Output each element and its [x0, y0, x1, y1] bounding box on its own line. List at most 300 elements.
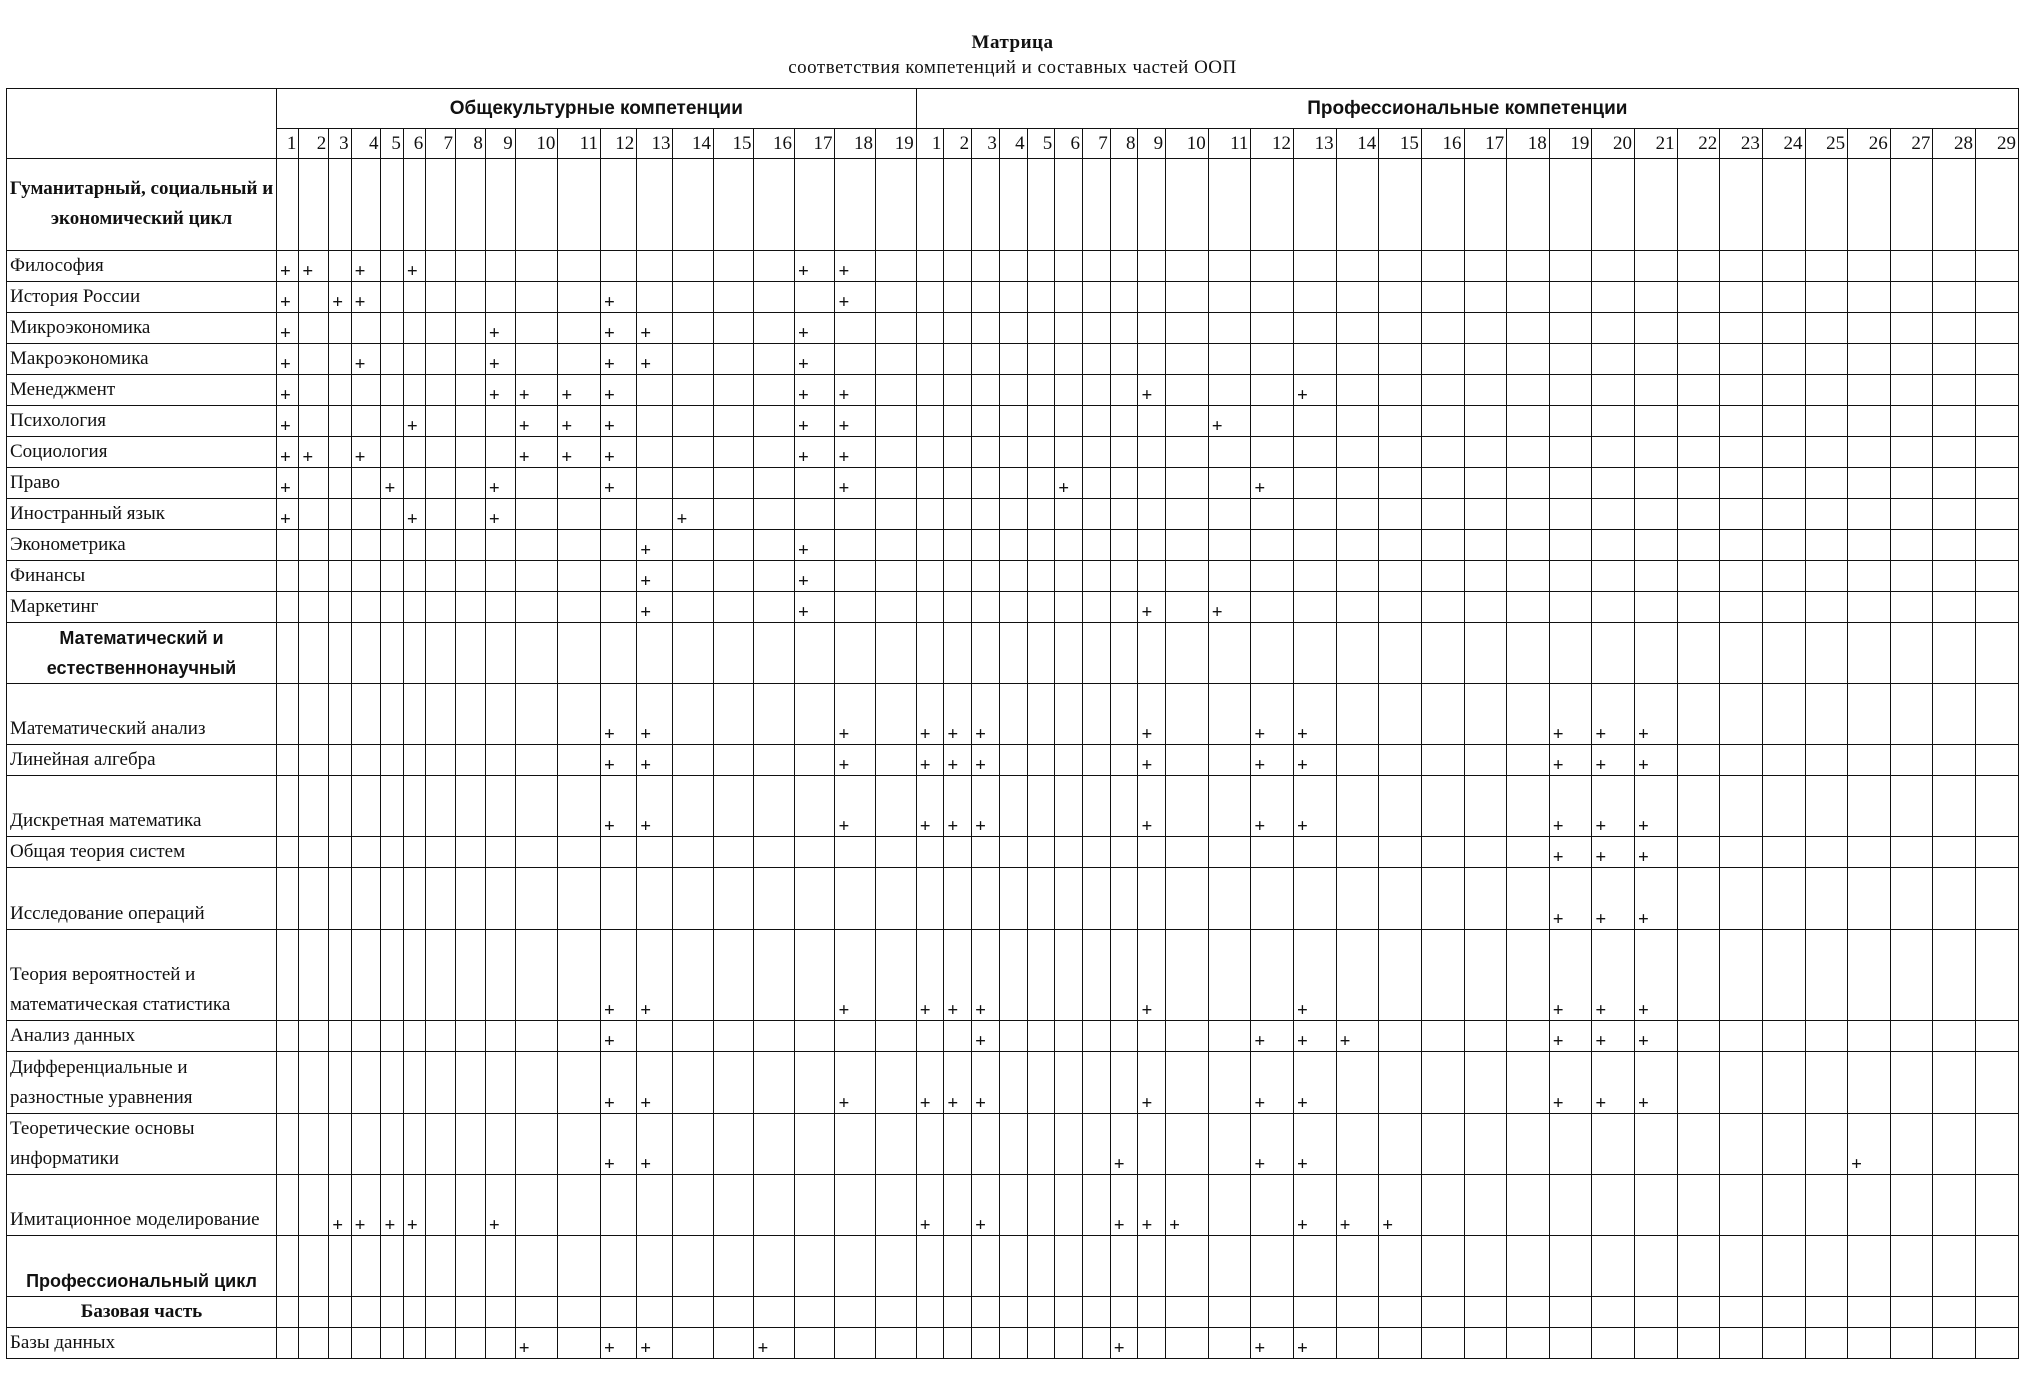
- ok-cell: [299, 868, 329, 929]
- corner-cell: [7, 89, 277, 159]
- pk-cell: [1720, 159, 1763, 251]
- pk-cell: [1592, 159, 1635, 251]
- ok-cell: [637, 250, 673, 281]
- pk-cell: [999, 1052, 1027, 1113]
- pk-cell: +: [1379, 1174, 1422, 1235]
- pk-cell: [1336, 1052, 1379, 1113]
- pk-cell: [1805, 745, 1848, 776]
- pk-cell: [1294, 159, 1337, 251]
- ok-cell: [351, 929, 381, 1021]
- ok-cell: [381, 776, 403, 837]
- ok-cell: +: [485, 498, 515, 529]
- pk-cell: +: [1138, 683, 1166, 744]
- ok-cell: [515, 312, 558, 343]
- pk-cell: [1336, 868, 1379, 929]
- pk-cell: [1336, 929, 1379, 1021]
- ok-cell: [515, 467, 558, 498]
- ok-cell: [515, 1235, 558, 1296]
- pk-cell: [1166, 622, 1209, 683]
- pk-cell: [1592, 498, 1635, 529]
- ok-cell: [713, 436, 754, 467]
- pk-cell: +: [972, 683, 1000, 744]
- ok-cell: [515, 343, 558, 374]
- ok-cell: [456, 1052, 486, 1113]
- ok-cell: [515, 529, 558, 560]
- pk-cell: [1379, 591, 1422, 622]
- pk-cell: [1138, 405, 1166, 436]
- pk-cell: [944, 1235, 972, 1296]
- ok-cell: [875, 374, 916, 405]
- pk-cell: [999, 467, 1027, 498]
- pk-cell: [1933, 498, 1976, 529]
- pk-cell: [1083, 436, 1111, 467]
- table-row: [7, 591, 2019, 622]
- pk-cell: +: [1110, 1113, 1138, 1174]
- pk-cell: [1336, 159, 1379, 251]
- pk-cell: [1677, 498, 1720, 529]
- ok-cell: [558, 343, 601, 374]
- ok-cell: [403, 1052, 425, 1113]
- pk-cell: [999, 622, 1027, 683]
- ok-cell: [277, 1235, 299, 1296]
- ok-cell: +: [381, 1174, 403, 1235]
- ok-cell: [673, 745, 714, 776]
- pk-cell: [1027, 436, 1055, 467]
- pk-cell: +: [1549, 1021, 1592, 1052]
- pk-cell: [1336, 436, 1379, 467]
- pk-cell: [916, 467, 944, 498]
- pk-cell: [1027, 1235, 1055, 1296]
- ok-cell: [426, 436, 456, 467]
- pk-cell: [1055, 1113, 1083, 1174]
- pk-cell: [1138, 159, 1166, 251]
- pk-cell: +: [1635, 929, 1678, 1021]
- ok-cell: [299, 1235, 329, 1296]
- ok-cell: [426, 1235, 456, 1296]
- pk-cell: [1055, 868, 1083, 929]
- pk-cell: [1549, 374, 1592, 405]
- ok-cell: [329, 1052, 351, 1113]
- pk-cell: [1294, 529, 1337, 560]
- pk-column-number: 29: [1976, 129, 2019, 159]
- pk-cell: [1762, 405, 1805, 436]
- pk-cell: [1507, 374, 1550, 405]
- ok-cell: +: [600, 281, 636, 312]
- ok-cell: [673, 405, 714, 436]
- pk-cell: [1379, 683, 1422, 744]
- pk-cell: [1027, 837, 1055, 868]
- pk-cell: [1933, 929, 1976, 1021]
- ok-cell: [835, 591, 876, 622]
- ok-cell: [381, 281, 403, 312]
- ok-cell: [403, 745, 425, 776]
- pk-cell: [1294, 868, 1337, 929]
- pk-cell: [1720, 929, 1763, 1021]
- pk-cell: [1251, 159, 1294, 251]
- pk-cell: [1421, 1021, 1464, 1052]
- pk-cell: [1294, 436, 1337, 467]
- pk-cell: [1421, 374, 1464, 405]
- ok-cell: [673, 159, 714, 251]
- ok-column-number: 2: [299, 129, 329, 159]
- pk-cell: [1507, 312, 1550, 343]
- pk-cell: [1635, 281, 1678, 312]
- pk-cell: +: [1336, 1174, 1379, 1235]
- ok-cell: [713, 868, 754, 929]
- pk-cell: [1110, 745, 1138, 776]
- pk-cell: [972, 281, 1000, 312]
- ok-cell: [381, 560, 403, 591]
- pk-cell: [1890, 683, 1933, 744]
- pk-cell: +: [1138, 1174, 1166, 1235]
- pk-cell: [1635, 1328, 1678, 1359]
- ok-cell: [515, 837, 558, 868]
- ok-cell: [713, 467, 754, 498]
- pk-cell: [1976, 560, 2019, 591]
- pk-cell: [1208, 159, 1251, 251]
- ok-cell: [515, 159, 558, 251]
- ok-cell: [426, 745, 456, 776]
- ok-cell: [713, 374, 754, 405]
- pk-cell: +: [944, 929, 972, 1021]
- pk-cell: +: [972, 1052, 1000, 1113]
- ok-cell: [403, 591, 425, 622]
- ok-cell: [299, 405, 329, 436]
- pk-cell: [1208, 250, 1251, 281]
- ok-cell: [875, 1297, 916, 1328]
- ok-cell: +: [835, 776, 876, 837]
- ok-cell: [329, 560, 351, 591]
- pk-cell: [1055, 250, 1083, 281]
- ok-cell: [329, 467, 351, 498]
- ok-column-number: 18: [835, 129, 876, 159]
- ok-cell: [754, 929, 795, 1021]
- ok-cell: [794, 1021, 835, 1052]
- pk-cell: [999, 837, 1027, 868]
- ok-cell: [485, 591, 515, 622]
- ok-cell: [381, 622, 403, 683]
- ok-column-number: 14: [673, 129, 714, 159]
- pk-cell: [916, 343, 944, 374]
- pk-column-number: 1: [916, 129, 944, 159]
- ok-cell: +: [835, 250, 876, 281]
- ok-cell: [794, 868, 835, 929]
- pk-cell: [1677, 281, 1720, 312]
- ok-cell: +: [515, 1328, 558, 1359]
- ok-cell: [713, 159, 754, 251]
- pk-cell: [1507, 467, 1550, 498]
- pk-cell: [1083, 745, 1111, 776]
- pk-cell: [1083, 560, 1111, 591]
- table-row: [7, 312, 2019, 343]
- pk-cell: [1110, 159, 1138, 251]
- pk-cell: [1507, 776, 1550, 837]
- pk-cell: [1890, 374, 1933, 405]
- pk-cell: [1720, 837, 1763, 868]
- ok-cell: [381, 498, 403, 529]
- pk-cell: [1592, 405, 1635, 436]
- pk-cell: [1762, 683, 1805, 744]
- pk-cell: [1507, 159, 1550, 251]
- pk-cell: [1464, 868, 1507, 929]
- pk-cell: [1805, 1297, 1848, 1328]
- pk-cell: [1464, 745, 1507, 776]
- pk-cell: [1055, 343, 1083, 374]
- pk-cell: [1166, 529, 1209, 560]
- discipline-name: Менеджмент: [7, 374, 277, 405]
- pk-cell: [1677, 343, 1720, 374]
- pk-cell: [944, 467, 972, 498]
- pk-column-number: 18: [1507, 129, 1550, 159]
- ok-cell: [600, 868, 636, 929]
- discipline-name: Макроэкономика: [7, 343, 277, 374]
- ok-cell: +: [794, 405, 835, 436]
- ok-cell: [329, 374, 351, 405]
- pk-cell: [1027, 467, 1055, 498]
- pk-cell: [916, 405, 944, 436]
- ok-cell: [673, 281, 714, 312]
- pk-cell: [916, 374, 944, 405]
- pk-cell: [1549, 159, 1592, 251]
- pk-cell: +: [1635, 837, 1678, 868]
- pk-cell: [999, 560, 1027, 591]
- ok-cell: [456, 929, 486, 1021]
- pk-cell: [1890, 343, 1933, 374]
- ok-cell: [558, 281, 601, 312]
- pk-cell: [1976, 374, 2019, 405]
- pk-cell: [1635, 159, 1678, 251]
- pk-cell: [1336, 467, 1379, 498]
- pk-cell: [1848, 312, 1891, 343]
- ok-cell: [277, 1297, 299, 1328]
- ok-cell: [277, 622, 299, 683]
- pk-cell: [999, 776, 1027, 837]
- ok-cell: [426, 529, 456, 560]
- ok-cell: [515, 498, 558, 529]
- ok-cell: [754, 529, 795, 560]
- ok-cell: [558, 1021, 601, 1052]
- pk-cell: [1805, 1052, 1848, 1113]
- ok-cell: +: [637, 529, 673, 560]
- ok-cell: [515, 868, 558, 929]
- pk-cell: [944, 1297, 972, 1328]
- pk-cell: [1421, 560, 1464, 591]
- pk-cell: [1549, 1235, 1592, 1296]
- pk-cell: [1805, 529, 1848, 560]
- ok-cell: [426, 560, 456, 591]
- ok-cell: [351, 1052, 381, 1113]
- pk-cell: [1464, 1328, 1507, 1359]
- pk-cell: [1294, 837, 1337, 868]
- ok-cell: [403, 1235, 425, 1296]
- ok-cell: [673, 622, 714, 683]
- ok-cell: +: [403, 250, 425, 281]
- pk-cell: [1110, 467, 1138, 498]
- ok-cell: [835, 622, 876, 683]
- pk-cell: [916, 1235, 944, 1296]
- ok-cell: [329, 312, 351, 343]
- ok-cell: [835, 1113, 876, 1174]
- pk-cell: [1208, 683, 1251, 744]
- pk-cell: [1848, 405, 1891, 436]
- ok-cell: [637, 374, 673, 405]
- ok-cell: [515, 776, 558, 837]
- ok-cell: [558, 312, 601, 343]
- pk-cell: +: [1294, 1052, 1337, 1113]
- pk-cell: [1166, 591, 1209, 622]
- ok-cell: [381, 405, 403, 436]
- ok-cell: [713, 745, 754, 776]
- ok-cell: [426, 591, 456, 622]
- pk-cell: [1208, 745, 1251, 776]
- pk-column-number: 9: [1138, 129, 1166, 159]
- pk-cell: [1166, 1297, 1209, 1328]
- pk-cell: [1110, 868, 1138, 929]
- ok-cell: [381, 159, 403, 251]
- pk-cell: [1890, 560, 1933, 591]
- ok-cell: [558, 1174, 601, 1235]
- pk-cell: +: [1251, 1328, 1294, 1359]
- pk-cell: [944, 1113, 972, 1174]
- ok-cell: [381, 683, 403, 744]
- pk-cell: [1166, 498, 1209, 529]
- ok-cell: [515, 622, 558, 683]
- pk-cell: +: [1549, 745, 1592, 776]
- ok-cell: [835, 560, 876, 591]
- ok-cell: +: [794, 250, 835, 281]
- pk-cell: [1507, 837, 1550, 868]
- pk-cell: [1083, 374, 1111, 405]
- pk-cell: [1055, 622, 1083, 683]
- ok-cell: [754, 1297, 795, 1328]
- pk-cell: [1762, 374, 1805, 405]
- discipline-name: Эконометрика: [7, 529, 277, 560]
- pk-cell: [1083, 591, 1111, 622]
- ok-cell: [277, 929, 299, 1021]
- pk-cell: [1379, 436, 1422, 467]
- ok-cell: [403, 868, 425, 929]
- ok-cell: [515, 1021, 558, 1052]
- pk-cell: [1635, 560, 1678, 591]
- ok-cell: [277, 837, 299, 868]
- pk-cell: [1464, 622, 1507, 683]
- pk-cell: [1138, 1297, 1166, 1328]
- table-row: [7, 1235, 2019, 1296]
- pk-cell: [1027, 405, 1055, 436]
- pk-cell: [972, 467, 1000, 498]
- ok-cell: [600, 837, 636, 868]
- ok-cell: [794, 498, 835, 529]
- pk-cell: [1976, 868, 2019, 929]
- ok-column-number: 12: [600, 129, 636, 159]
- ok-cell: [403, 1328, 425, 1359]
- ok-cell: +: [351, 343, 381, 374]
- ok-cell: [456, 281, 486, 312]
- pk-cell: [1251, 529, 1294, 560]
- competency-matrix: [6, 88, 2019, 1359]
- ok-cell: [299, 837, 329, 868]
- pk-cell: [1848, 1174, 1891, 1235]
- ok-cell: [673, 1174, 714, 1235]
- pk-cell: [1592, 1297, 1635, 1328]
- ok-cell: [381, 374, 403, 405]
- ok-cell: [794, 683, 835, 744]
- pk-cell: [1208, 622, 1251, 683]
- ok-cell: +: [637, 1328, 673, 1359]
- pk-cell: +: [1138, 745, 1166, 776]
- pk-cell: [1890, 837, 1933, 868]
- pk-cell: [1464, 405, 1507, 436]
- pk-cell: [1762, 467, 1805, 498]
- pk-column-number: 2: [944, 129, 972, 159]
- pk-cell: [1110, 683, 1138, 744]
- ok-cell: [329, 436, 351, 467]
- pk-cell: [1208, 1113, 1251, 1174]
- ok-cell: [456, 622, 486, 683]
- ok-cell: [713, 929, 754, 1021]
- ok-cell: [835, 343, 876, 374]
- ok-cell: [485, 560, 515, 591]
- pk-cell: [1976, 776, 2019, 837]
- pk-cell: [1464, 1235, 1507, 1296]
- ok-cell: [754, 1021, 795, 1052]
- pk-cell: [1635, 1235, 1678, 1296]
- pk-cell: [1933, 281, 1976, 312]
- ok-cell: [515, 281, 558, 312]
- pk-cell: [1976, 1235, 2019, 1296]
- pk-cell: [1166, 1021, 1209, 1052]
- ok-cell: [403, 436, 425, 467]
- pk-cell: [1464, 529, 1507, 560]
- ok-cell: [875, 1328, 916, 1359]
- pk-cell: [1055, 1297, 1083, 1328]
- pk-cell: [1251, 250, 1294, 281]
- pk-cell: [1110, 837, 1138, 868]
- ok-cell: [381, 250, 403, 281]
- pk-cell: [1110, 250, 1138, 281]
- ok-cell: [558, 560, 601, 591]
- pk-cell: [1464, 837, 1507, 868]
- ok-cell: [673, 683, 714, 744]
- pk-cell: [999, 1174, 1027, 1235]
- pk-cell: [1720, 343, 1763, 374]
- ok-cell: [713, 683, 754, 744]
- pk-cell: +: [1251, 776, 1294, 837]
- pk-cell: [1762, 745, 1805, 776]
- ok-cell: [351, 1021, 381, 1052]
- ok-cell: [835, 837, 876, 868]
- pk-cell: [1549, 405, 1592, 436]
- ok-cell: +: [381, 467, 403, 498]
- pk-cell: [1592, 467, 1635, 498]
- pk-cell: [916, 281, 944, 312]
- discipline-name: Психология: [7, 405, 277, 436]
- pk-cell: [1720, 745, 1763, 776]
- pk-cell: [1336, 1328, 1379, 1359]
- ok-cell: [875, 1021, 916, 1052]
- pk-cell: [1294, 405, 1337, 436]
- pk-cell: [1464, 1021, 1507, 1052]
- ok-cell: [835, 159, 876, 251]
- pk-cell: [1336, 776, 1379, 837]
- discipline-name: Имитационное моделирование: [7, 1174, 277, 1235]
- ok-cell: +: [277, 436, 299, 467]
- pk-cell: [1379, 250, 1422, 281]
- pk-cell: [1890, 1235, 1933, 1296]
- ok-cell: [600, 159, 636, 251]
- pk-cell: [1890, 1297, 1933, 1328]
- pk-cell: [944, 498, 972, 529]
